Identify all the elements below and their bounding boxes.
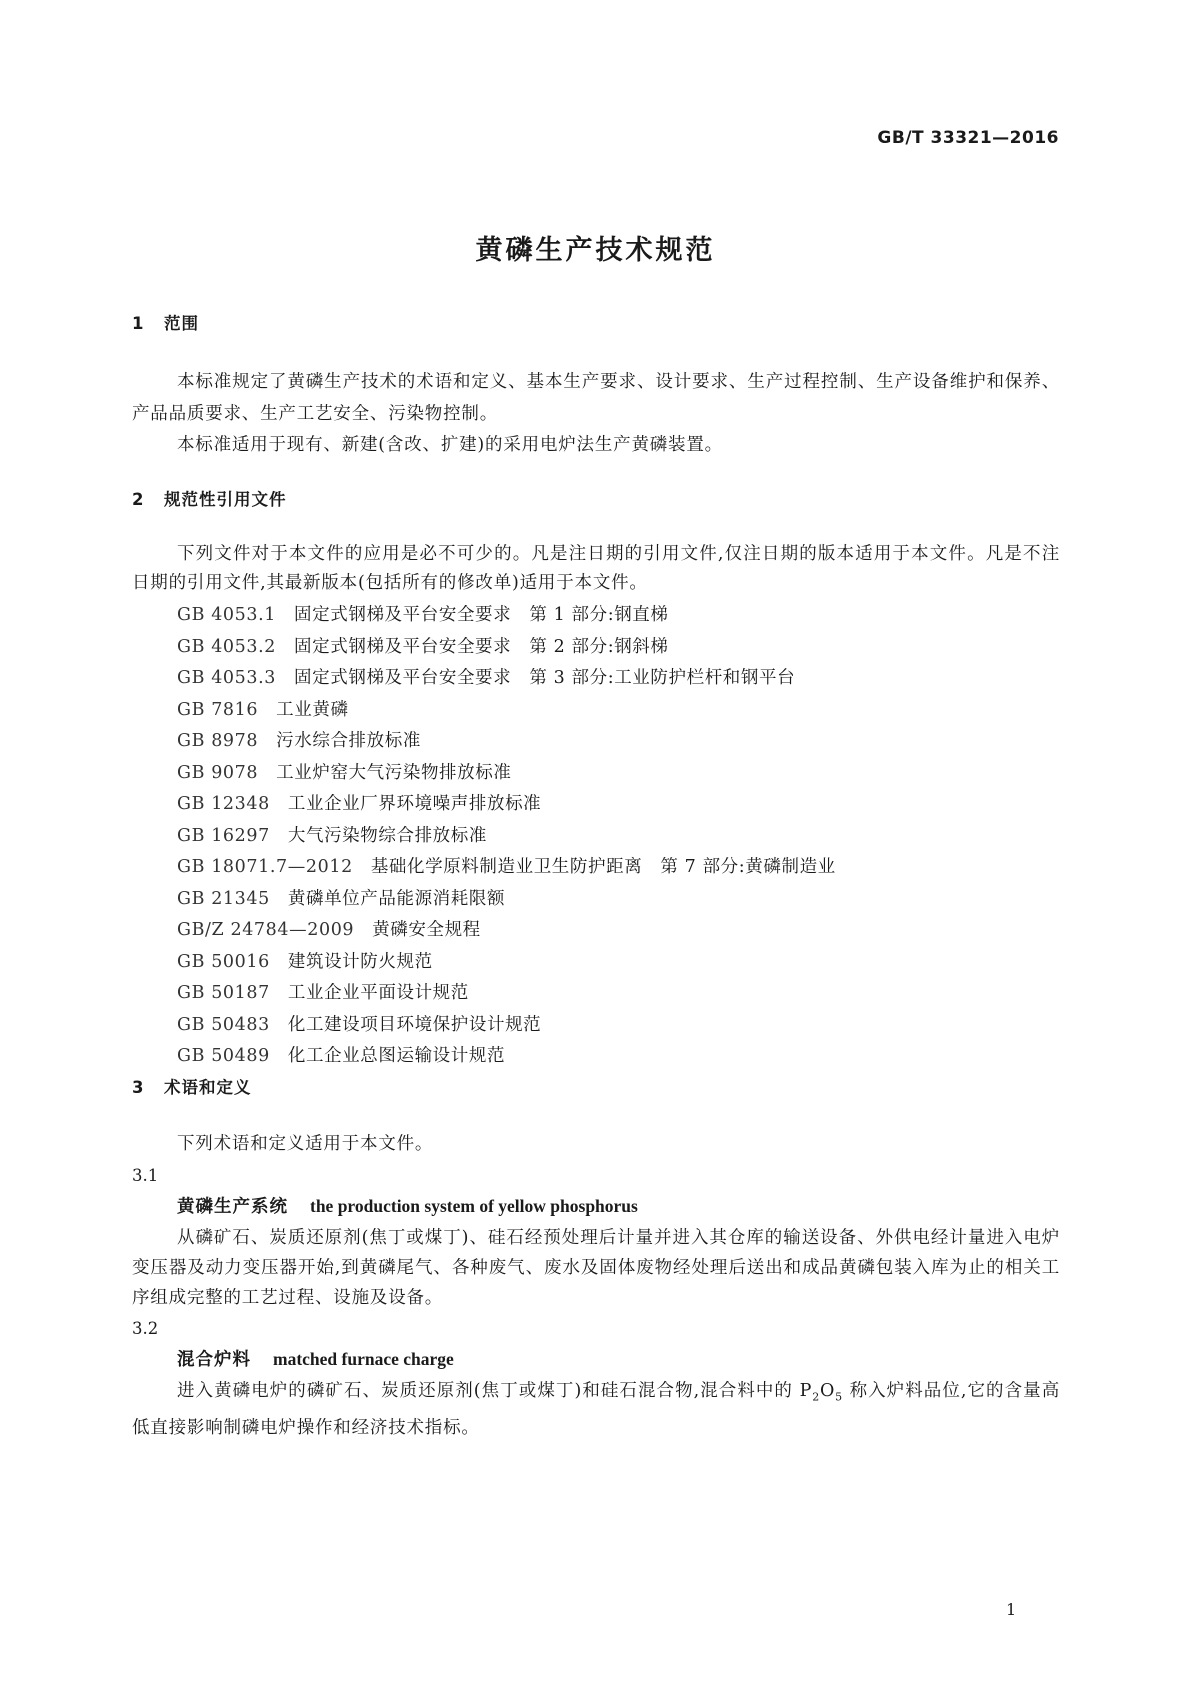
section-3-body xyxy=(132,1128,1060,1443)
term-number: 3.1 xyxy=(132,1166,159,1185)
term-zh: 黄磷生产系统 xyxy=(177,1197,288,1217)
reference-item xyxy=(132,632,1060,664)
reference-code: GB 16297 xyxy=(177,825,270,846)
reference-code: GB 7816 xyxy=(177,699,259,720)
paragraph: 下列术语和定义适用于本文件。 xyxy=(177,1134,434,1154)
reference-title: 基础化学原料制造业卫生防护距离 第 7 部分:黄磷制造业 xyxy=(370,857,836,877)
term-zh: 混合炉料 xyxy=(177,1350,251,1370)
reference-title: 工业炉窑大气污染物排放标准 xyxy=(276,762,512,783)
reference-item xyxy=(132,852,1060,884)
reference-item xyxy=(132,884,1060,916)
reference-item xyxy=(132,758,1060,790)
paragraph: 下列文件对于本文件的应用是必不可少的。凡是注日期的引用文件,仅注日期的版本适用于本文件。凡是不注日期的引用文件,其最新版本(包括所有的修改单)适用于本文件。 xyxy=(132,544,1060,593)
section-number: 2 xyxy=(132,490,145,509)
reference-item xyxy=(132,789,1060,821)
definition-text: O xyxy=(820,1381,836,1401)
reference-item xyxy=(132,821,1060,853)
reference-title: 大气污染物综合排放标准 xyxy=(287,825,487,846)
reference-code: GB 50187 xyxy=(177,983,270,1003)
term-en: matched furnace charge xyxy=(273,1349,454,1369)
reference-code: GB 50016 xyxy=(177,951,270,972)
term-en: the production system of yellow phosphorus xyxy=(310,1196,638,1216)
reference-code: GB 4053.3 xyxy=(177,668,277,688)
reference-item xyxy=(132,726,1060,758)
reference-code: GB 8978 xyxy=(177,731,259,751)
reference-item xyxy=(132,1010,1060,1042)
reference-title: 工业黄磷 xyxy=(276,699,349,720)
section-heading xyxy=(132,310,1060,334)
standard-number: GB/T 33321—2016 xyxy=(877,128,1059,148)
reference-title: 固定式钢梯及平台安全要求 第 2 部分:钢斜梯 xyxy=(294,636,669,657)
reference-title: 化工企业总图运输设计规范 xyxy=(287,1046,506,1066)
reference-code: GB 9078 xyxy=(177,762,259,783)
reference-title: 建筑设计防火规范 xyxy=(287,951,433,972)
reference-code: GB 4053.2 xyxy=(177,636,277,657)
reference-title: 黄磷单位产品能源消耗限额 xyxy=(287,888,506,909)
reference-title: 固定式钢梯及平台安全要求 第 1 部分:钢直梯 xyxy=(294,605,669,625)
section-2 xyxy=(132,486,1060,510)
section-number: 3 xyxy=(132,1078,145,1097)
page-number: 1 xyxy=(1006,1600,1017,1619)
section-heading xyxy=(132,1074,1060,1098)
reference-code: GB 4053.1 xyxy=(177,605,277,625)
reference-code: GB 50489 xyxy=(177,1046,270,1066)
reference-title: 黄磷安全规程 xyxy=(372,920,481,940)
reference-item xyxy=(132,978,1060,1010)
reference-title: 固定式钢梯及平台安全要求 第 3 部分:工业防护栏杆和钢平台 xyxy=(294,668,796,688)
section-1-body xyxy=(132,366,1060,460)
definition-text: 称入炉料品位,它的含量高低直接影响制磷电炉操作和经济技术指标。 xyxy=(132,1381,1061,1438)
reference-item xyxy=(132,915,1060,947)
reference-code: GB 18071.7—2012 xyxy=(177,857,353,877)
reference-item xyxy=(132,695,1060,727)
reference-code: GB/Z 24784—2009 xyxy=(177,920,355,940)
reference-code: GB 50483 xyxy=(177,1014,270,1035)
section-number: 1 xyxy=(132,314,145,333)
paragraph: 本标准规定了黄磷生产技术的术语和定义、基本生产要求、设计要求、生产过程控制、生产设备维护和保养、产品品质要求、生产工艺安全、污染物控制。 xyxy=(132,372,1060,424)
section-title: 范围 xyxy=(164,314,199,333)
reference-title: 污水综合排放标准 xyxy=(276,731,421,751)
section-1 xyxy=(132,310,1060,334)
reference-item xyxy=(132,947,1060,979)
section-title: 术语和定义 xyxy=(164,1078,252,1097)
reference-code: GB 12348 xyxy=(177,794,270,814)
section-title: 规范性引用文件 xyxy=(164,490,287,509)
term-definition: 从磷矿石、炭质还原剂(焦丁或煤丁)、硅石经预处理后计量并进入其仓库的输送设备、外供电经计量进入电炉变压器及动力变压器开始,到黄磷尾气、各种废气、废水及固体废物经处理后送出和成品黄磷包装入库为止的相关工序组成完整的工艺过程、设施及设备。 xyxy=(132,1228,1060,1308)
reference-item xyxy=(132,600,1060,632)
reference-title: 工业企业厂界环境噪声排放标准 xyxy=(287,794,542,814)
paragraph: 本标准适用于现有、新建(含改、扩建)的采用电炉法生产黄磷装置。 xyxy=(177,435,723,455)
definition-text: 进入黄磷电炉的磷矿石、炭质还原剂(焦丁或煤丁)和硅石混合物,混合料中的 P xyxy=(177,1381,813,1401)
reference-code: GB 21345 xyxy=(177,888,270,909)
reference-title: 化工建设项目环境保护设计规范 xyxy=(287,1014,542,1035)
section-heading xyxy=(132,486,1060,510)
term-heading xyxy=(132,1191,1060,1223)
term-number: 3.2 xyxy=(132,1319,159,1338)
document-title: 黄磷生产技术规范 xyxy=(475,235,716,266)
term-heading xyxy=(132,1344,1060,1376)
reference-list xyxy=(132,600,1060,1073)
term-definition xyxy=(132,1376,1060,1443)
section-2-body xyxy=(132,540,1060,1073)
reference-item xyxy=(132,663,1060,695)
section-3 xyxy=(132,1074,1060,1098)
subscript: 5 xyxy=(835,1390,843,1404)
reference-title: 工业企业平面设计规范 xyxy=(287,983,469,1003)
reference-item xyxy=(132,1041,1060,1073)
subscript: 2 xyxy=(812,1390,820,1404)
